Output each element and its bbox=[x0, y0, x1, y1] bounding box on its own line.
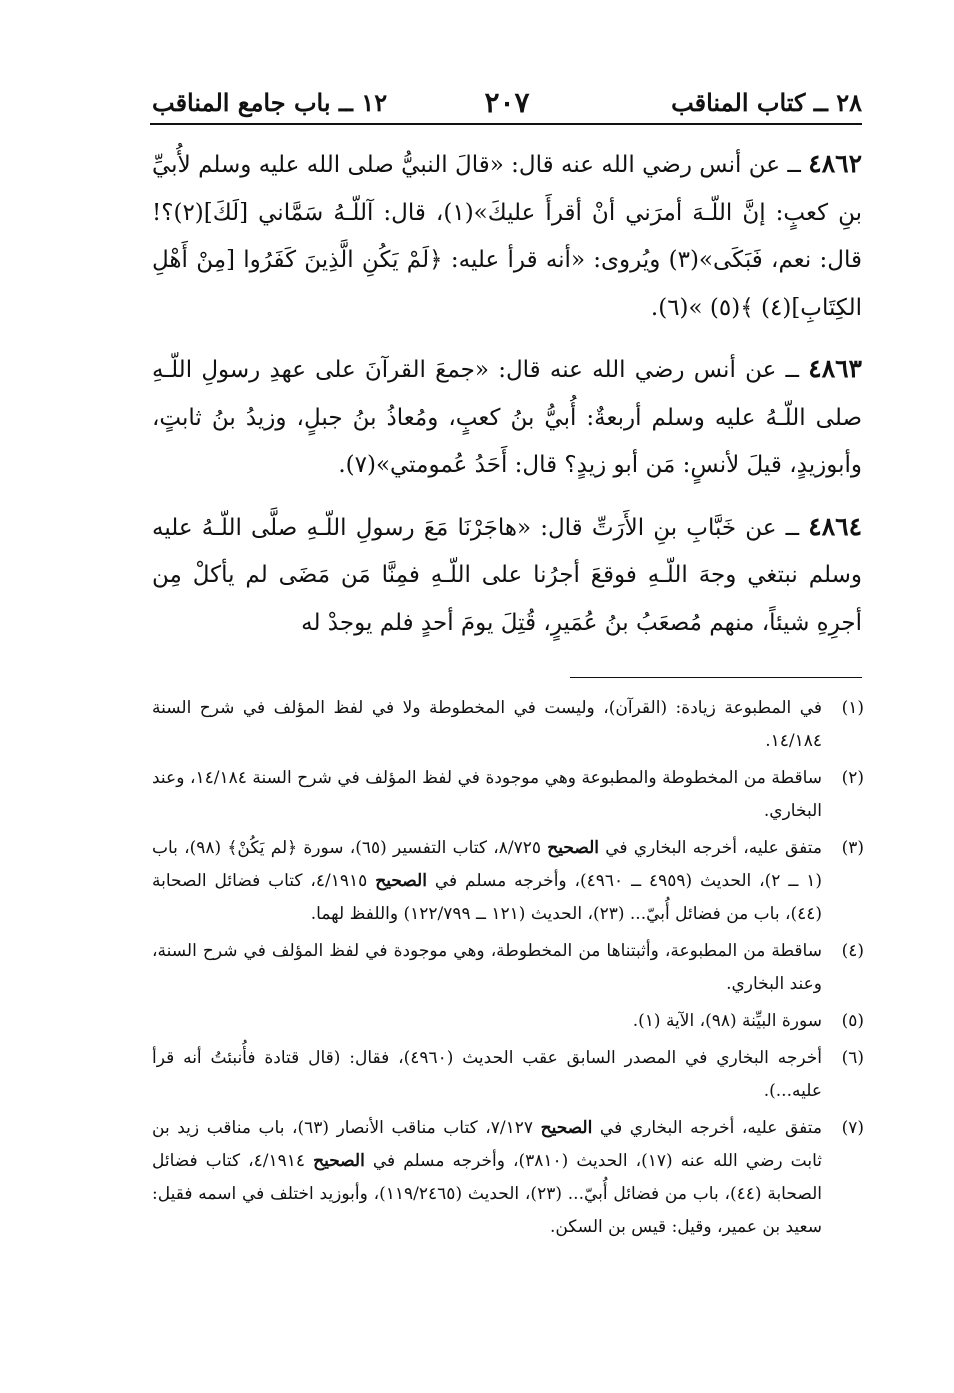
footnote-number: (٦) bbox=[841, 1048, 864, 1068]
footnote-number: (٥) bbox=[841, 1011, 864, 1031]
footnote bbox=[152, 935, 864, 1001]
footnote bbox=[152, 1112, 864, 1244]
footnote bbox=[152, 1042, 864, 1108]
running-head bbox=[152, 86, 862, 124]
footnote bbox=[152, 762, 864, 828]
hadith-text: ــ عن أنس رضي الله عنه قال: «قالَ النبيُّ صلى الله عليه وسلم لأُبيِّ بنِ كعبٍ: إنَّ اللّـهَ أمرَني أنْ أقرأَ عليكَ»(١)، قال: آللّـهُ سَمَّاني [لَكَ](٢)؟! قال: نعم، فَبَكَى»(٣) ويُروى: «أنه قرأ عليه: ﴿لَمْ يَكُنِ الَّذِينَ كَفَرُوا [مِنْ أَهْلِ الكِتَابِ](٤) ﴾(٥) »(٦). bbox=[152, 152, 863, 321]
footnote-text: ساقطة من المطبوعة، وأثبتناها من المخطوطة، وهي موجودة في لفظ المؤلف في شرح السنة، وعند البخاري. bbox=[152, 941, 822, 994]
page-number: ٢٠٧ bbox=[484, 86, 530, 119]
header-divider bbox=[150, 123, 862, 125]
footnote-number: (١) bbox=[841, 698, 864, 718]
footnote-number: (٤) bbox=[841, 941, 864, 961]
source-title: الصحيح bbox=[547, 838, 599, 858]
footnote-number: (٧) bbox=[841, 1118, 864, 1138]
source-title: الصحيح bbox=[375, 871, 427, 891]
footnote-text: ساقطة من المخطوطة والمطبوعة وهي موجودة في لفظ المؤلف في شرح السنة ١٤/١٨٤، وعند البخاري. bbox=[152, 768, 823, 821]
footnote bbox=[152, 1005, 864, 1038]
footnotes bbox=[152, 692, 864, 1248]
hadith-number: ٤٨٦٣ bbox=[808, 354, 862, 383]
footnote-text-part: متفق عليه، أخرجه البخاري في bbox=[599, 838, 822, 858]
footnote-divider bbox=[570, 677, 862, 678]
hadith-number: ٤٨٦٤ bbox=[808, 511, 862, 541]
footnote-number: (٣) bbox=[841, 838, 864, 858]
source-title: الصحيح bbox=[540, 1118, 593, 1138]
footnote-text-part: ٤/١٩١٥، كتاب فضائل الصحابة (٤٤)، باب من فضائل أُبيّ... (٢٣)، الحديث (١٢١ ــ ١٢٢/٧٩٩) واللفظ لهما. bbox=[152, 871, 822, 924]
footnote bbox=[152, 692, 864, 758]
main-text bbox=[152, 140, 862, 660]
footnote-text-part: ٤/١٩١٤، كتاب فضائل الصحابة (٤٤)، باب من فضائل أُبيّ... (٢٣)، الحديث (١١٩/٢٤٦٥)، وأبوزيد اختلف في اسمه فقيل: سعيد بن عمير، وقيل: قيس بن السكن. bbox=[152, 1151, 822, 1237]
hadith-text: ــ عن أنس رضي الله عنه قال: «جمعَ القرآنَ على عهدِ رسولِ اللّـهِ صلى اللّـهُ عليه وسلم أربعةٌ: أُبيُّ بنُ كعبٍ، ومُعاذُ بنُ جبلٍ، وزيدُ بنُ ثابتٍ، وأبوزيدٍ، قيلَ لأنسٍ: مَن أبو زيدٍ؟ قال: أَحَدُ عُمومتي»(٧). bbox=[152, 357, 862, 478]
hadith-number: ٤٨٦٢ bbox=[808, 149, 863, 178]
footnote-text: في المطبوعة زيادة: (القرآن)، وليست في المخطوطة ولا في لفظ المؤلف في شرح السنة ١٤/١٨٤. bbox=[152, 698, 822, 751]
footnote bbox=[152, 832, 864, 931]
hadith-paragraph bbox=[152, 503, 862, 648]
chapter-title: ٢٨ ــ كتاب المناقب bbox=[671, 88, 862, 117]
footnote-text-part: ٨/٧٢٥، كتاب التفسير (٦٥)، سورة ﴿لم يَكُنْ﴾ (٩٨)، باب (١ ــ ٢)، الحديث (٤٩٥٩ ــ ٤٩٦٠)، وأخرجه مسلم في bbox=[152, 838, 822, 891]
source-title: الصحيح bbox=[313, 1151, 365, 1171]
section-title: ١٢ ــ باب جامع المناقب bbox=[152, 88, 388, 117]
footnote-text: أخرجه البخاري في المصدر السابق عقب الحديث (٤٩٦٠)، فقال: (قال قتادة فأُنبئتُ أنه قرأ عليه...). bbox=[152, 1048, 822, 1101]
hadith-text: ــ عن خَبَّابِ بنِ الأَرَتِّ قال: «هاجَرْنَا مَعَ رسولِ اللّـهِ صلَّى اللّـهُ عليه وسلم نبتغي وجهَ اللّـهِ فوقعَ أجرُنا على اللّـهِ فمِنَّا مَن مَضَى لم يأكلْ مِن أجرِهِ شيئاً، منهم مُصعَبُ بنُ عُمَيرٍ، قُتِلَ يومَ أحدٍ فلم يوجدْ له bbox=[152, 514, 862, 636]
hadith-paragraph bbox=[152, 140, 862, 332]
footnote-text-part: متفق عليه، أخرجه البخاري في bbox=[592, 1118, 822, 1138]
footnote-text: سورة البيِّنة (٩٨)، الآية (١). bbox=[632, 1011, 822, 1031]
hadith-paragraph bbox=[152, 345, 862, 490]
footnote-text-part: ٧/١٢٧، كتاب مناقب الأنصار (٦٣)، باب مناقب زيد بن ثابت رضي الله عنه (١٧)، الحديث (٣٨١٠)، وأخرجه مسلم في bbox=[152, 1118, 822, 1171]
footnote-number: (٢) bbox=[841, 768, 864, 788]
